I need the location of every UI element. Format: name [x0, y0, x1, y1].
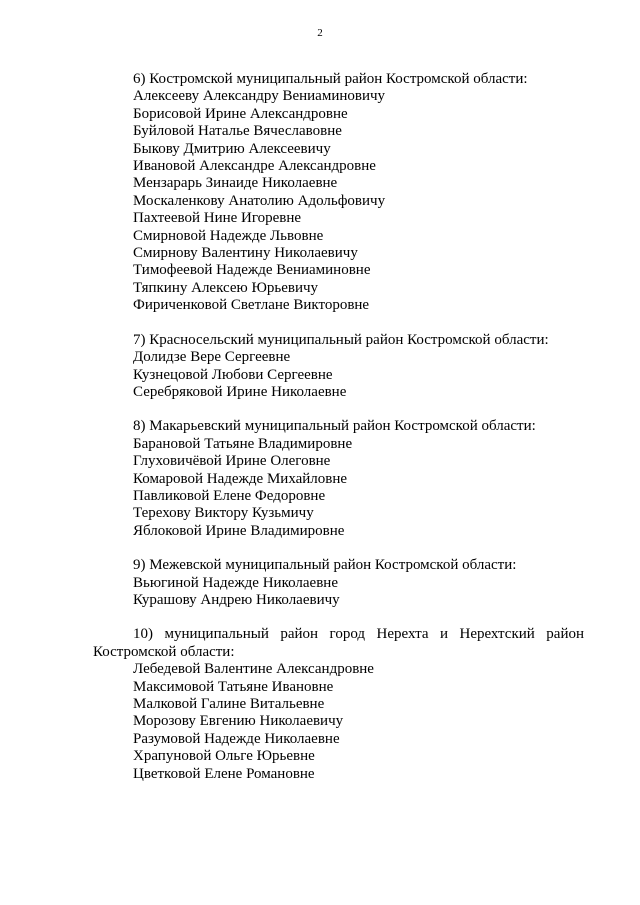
- name-entry: Ивановой Александре Александровне: [133, 158, 376, 175]
- name-entry: Тяпкину Алексею Юрьевичу: [133, 279, 319, 296]
- name-entry: Барановой Татьяне Владимировне: [133, 435, 353, 452]
- name-entry: Храпуновой Ольге Юрьевне: [133, 748, 315, 765]
- name-entry: Кузнецовой Любови Сергеевне: [133, 366, 333, 383]
- section-kostromskoy: [93, 71, 584, 315]
- name-entry: Тимофеевой Надежде Вениаминовне: [133, 262, 371, 279]
- name-entry: Москаленкову Анатолию Адольфовичу: [133, 192, 386, 209]
- name-entry: Максимовой Татьяне Ивановне: [133, 678, 334, 695]
- name-entry: Малковой Галине Витальевне: [133, 696, 325, 712]
- name-entry: Яблоковой Ирине Владимировне: [133, 522, 345, 539]
- section-heading: 6) Костромской муниципальный район Костромской области:: [133, 71, 528, 87]
- name-entry: Быкову Дмитрию Алексеевичу: [133, 140, 331, 157]
- section-heading: 9) Межевской муниципальный район Костромской области:: [133, 557, 517, 574]
- name-entry: Долидзе Вере Сергеевне: [133, 349, 291, 366]
- name-entry: Борисовой Ирине Александровне: [133, 105, 348, 122]
- section-nerekhta: [93, 626, 584, 783]
- section-heading: 8) Макарьевский муниципальный район Костромской области:: [133, 418, 536, 435]
- name-entry: Терехову Виктору Кузьмичу: [133, 505, 314, 522]
- name-entry: Смирнову Валентину Николаевичу: [133, 245, 358, 262]
- name-entry: Алексееву Александру Вениаминовичу: [133, 88, 386, 105]
- name-entry: Смирновой Надежде Львовне: [133, 227, 324, 244]
- name-entry: Мензарарь Зинаиде Николаевне: [133, 175, 338, 192]
- page-number: 2: [317, 27, 323, 39]
- name-entry: Разумовой Надежде Николаевне: [133, 730, 340, 747]
- name-entry: Павликовой Елене Федоровне: [133, 487, 326, 504]
- name-entry: Пахтеевой Нине Игоревне: [133, 210, 302, 227]
- section-krasnoselskiy: [93, 332, 584, 402]
- name-entry: Цветковой Елене Романовне: [133, 765, 315, 782]
- name-entry: Лебедевой Валентине Александровне: [133, 661, 374, 678]
- name-entry: Фириченковой Светлане Викторовне: [133, 297, 370, 314]
- name-entry: Морозову Евгению Николаевичу: [133, 713, 344, 730]
- name-entry: Курашову Андрею Николаевичу: [133, 591, 340, 608]
- name-entry: Буйловой Наталье Вячеславовне: [133, 123, 342, 140]
- name-entry: Комаровой Надежде Михайловне: [133, 470, 348, 487]
- section-heading: 10) муниципальный район город Нерехта и Нерехтский район: [133, 626, 584, 643]
- section-heading-continuation: Костромской области:: [93, 643, 235, 660]
- document-body: [93, 71, 584, 800]
- section-heading: 7) Красносельский муниципальный район Костромской области:: [133, 331, 549, 348]
- name-entry: Вьюгиной Надежде Николаевне: [133, 574, 338, 591]
- section-makaryevskiy: [93, 418, 584, 540]
- section-mezhevskoy: [93, 557, 584, 609]
- name-entry: Серебряковой Ирине Николаевне: [133, 383, 347, 400]
- name-entry: Глуховичёвой Ирине Олеговне: [133, 453, 331, 470]
